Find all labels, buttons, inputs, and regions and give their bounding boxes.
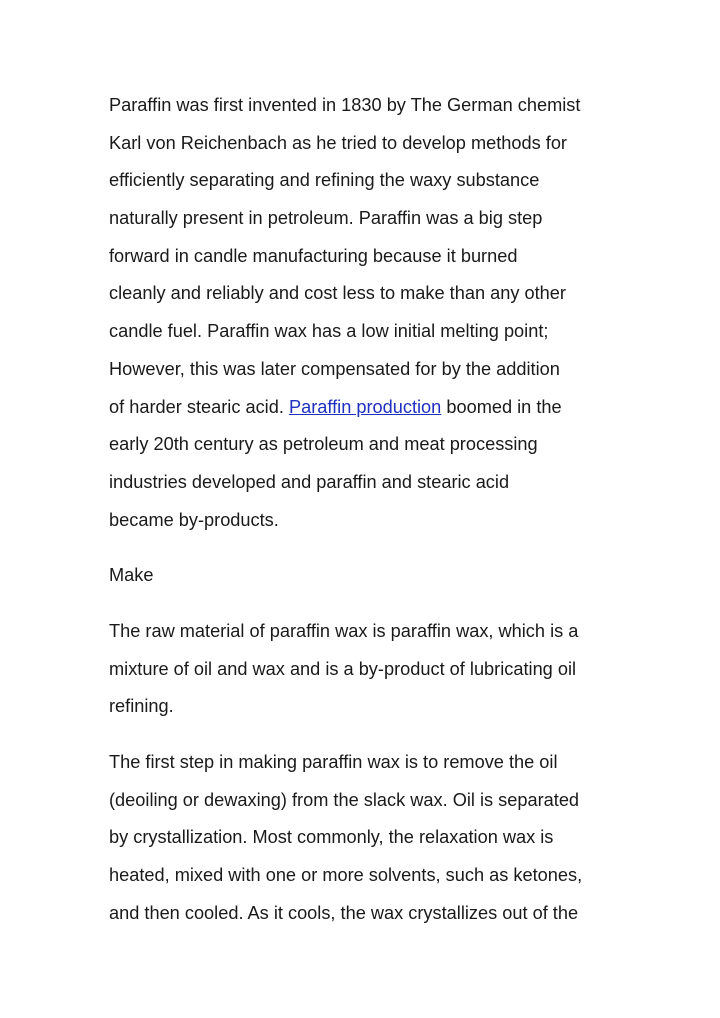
paragraph-deoiling [109, 744, 629, 932]
text-line: heated, mixed with one or more solvents, such as ketones, [109, 865, 583, 886]
section-heading-make: Make [109, 565, 154, 586]
text-line: by crystallization. Most commonly, the relaxation wax is [109, 827, 554, 848]
text-line: candle fuel. Paraffin wax has a low initial melting point; [109, 321, 549, 342]
text-line: Karl von Reichenbach as he tried to develop methods for [109, 132, 567, 153]
text-line: The first step in making paraffin wax is to remove the oil [109, 752, 558, 773]
text-line: cleanly and reliably and cost less to make than any other [109, 283, 566, 304]
text-line: Paraffin was first invented in 1830 by The German chemist [109, 95, 581, 115]
text-segment: of harder stearic acid. [109, 396, 289, 417]
document-body [109, 87, 629, 950]
paraffin-production-link[interactable]: Paraffin production [288, 396, 442, 417]
paragraph-history [109, 87, 629, 539]
text-line: efficiently separating and refining the waxy substance [109, 170, 540, 191]
paragraph-raw-material [109, 613, 629, 726]
text-line: and then cooled. As it cools, the wax crystallizes out of the [109, 902, 579, 923]
text-line: refining. [109, 696, 174, 717]
text-line: forward in candle manufacturing because it burned [109, 245, 518, 266]
text-line: mixture of oil and wax and is a by-product of lubricating oil [109, 658, 577, 679]
text-line: The raw material of paraffin wax is paraffin wax, which is a [109, 620, 579, 641]
text-line: naturally present in petroleum. Paraffin was a big step [109, 208, 543, 229]
text-segment: boomed in the [441, 396, 562, 417]
text-line-with-link [109, 389, 629, 427]
text-line: (deoiling or dewaxing) from the slack wax. Oil is separated [109, 789, 580, 810]
text-line: early 20th century as petroleum and meat processing [109, 434, 538, 455]
text-line: industries developed and paraffin and stearic acid [109, 471, 510, 492]
text-line: However, this was later compensated for by the addition [109, 358, 560, 379]
text-line: became by-products. [109, 509, 279, 530]
